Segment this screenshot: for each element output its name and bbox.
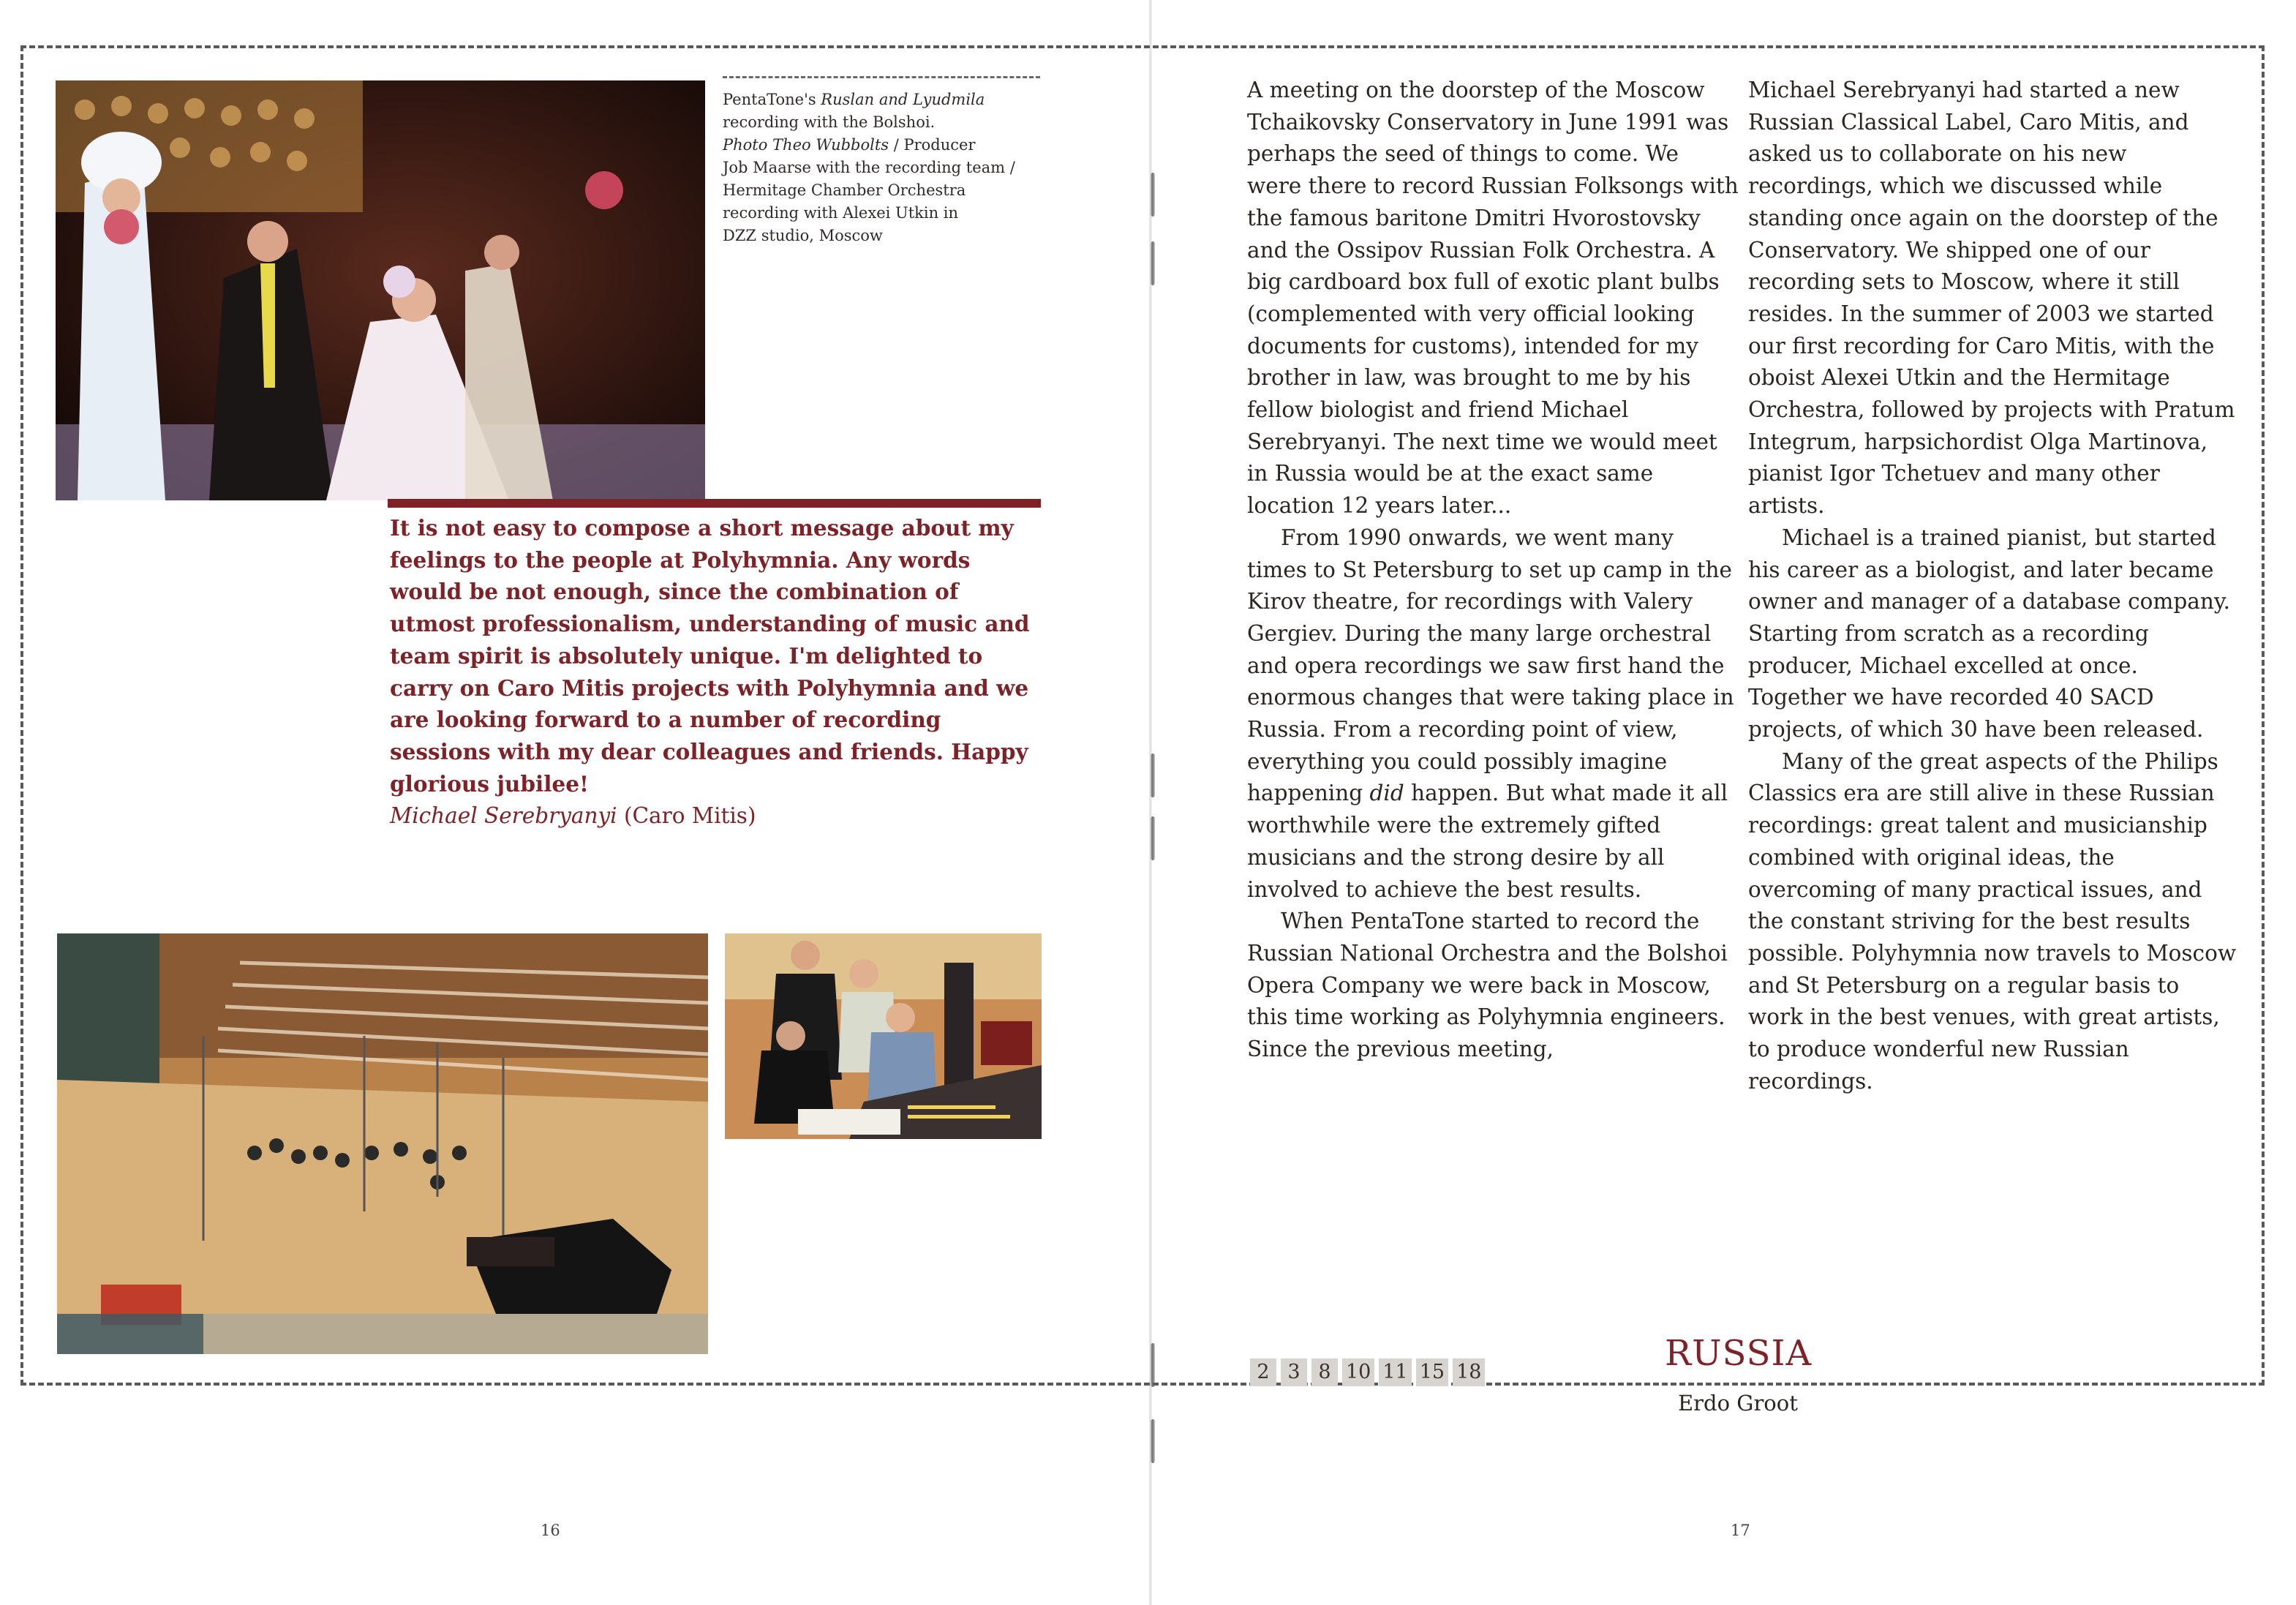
photo-caption: PentaTone's Ruslan and Lyudmila recording with the Bolshoi. Photo Theo Wubbolts / Producer Job Maarse with the recording team / Hermitage Chamber Orchestra recording with Alexei Utkin in DZZ studio, Moscow [723,76,1040,247]
caption-line: Hermitage Chamber Orchestra [723,181,966,199]
recording-team-photo [725,933,1042,1139]
article-author: Erdo Groot [1678,1391,1798,1416]
caption-line: PentaTone's Ruslan and Lyudmila [723,91,985,108]
article-paragraph: Many of the great aspects of the Philips Classics era are still alive in these Russian recordings: great talent and musicianship combined with original ideas, the overcoming of many practical issues, and the constant striving for the best results possible. Polyhymnia now travels to Moscow and St Petersburg on a regular basis to work in the best venues, with great artists, to produce wonderful new Russian recordings. [1748,748,2237,1094]
page-tab[interactable]: 10 [1342,1358,1374,1386]
quote-signature [390,803,756,828]
caption-line: DZZ studio, Moscow [723,227,883,244]
caption-line: Job Maarse with the recording team / [723,159,1015,176]
article-column-right [1748,75,2240,1098]
staple [1151,1419,1155,1463]
article-paragraph: Michael Serebryanyi had started a new Russian Classical Label, Caro Mitis, and asked us to collaborate on his new recordings, which we discussed while standing once again on the doorstep of the Conservatory. We shipped one of our recording sets to Moscow, where it still resides. In the summer of 2003 we started our first recording for Caro Mitis, with the oboist Alexei Utkin and the Hermitage Orchestra, followed by projects with Pratum Integrum, harpsichordist Olga Martinova, pianist Igor Tchetuev and many other artists. [1748,78,2235,519]
page-tab[interactable]: 18 [1453,1358,1485,1386]
page-reference-tabs [1250,1358,1485,1386]
caption-line: recording with the Bolshoi. [723,113,936,131]
page-tab[interactable]: 8 [1311,1358,1338,1386]
caption-line: recording with Alexei Utkin in [723,204,959,222]
quote-author: Michael Serebryanyi [390,803,617,829]
article-paragraph: From 1990 onwards, we went many times to St Petersburg to set up camp in the Kirov theatre, for recordings with Valery Gergiev. During the many large orchestral and opera recordings we saw first hand the enormous changes that were taking place in Russia. From a recording point of view, everything you could possibly imagine happening did happen. But what made it all worthwhile were the extremely gifted musicians and the strong desire by all involved to achieve the best results. [1247,525,1734,902]
recording-title: Ruslan and Lyudmila [821,91,985,108]
page-number-right: 17 [1731,1522,1750,1539]
page-tab[interactable]: 3 [1281,1358,1307,1386]
article-paragraph: When PentaTone started to record the Russian National Orchestra and the Bolshoi Opera Company we were back in Moscow, this time working as Polyhymnia engineers. Since the previous meeting, [1247,909,1728,1062]
quote-affiliation: (Caro Mitis) [617,803,756,829]
page-tab[interactable]: 11 [1379,1358,1411,1386]
page-tab[interactable]: 2 [1250,1358,1276,1386]
page-number-left: 16 [541,1522,560,1539]
concert-hall-photo [57,933,708,1354]
photo-credit: Photo Theo Wubbolts [723,136,889,154]
article-column-left [1247,75,1739,1066]
quote-text: It is not easy to compose a short message about my feelings to the people at Polyhymnia. Any words would be not enough, since the combination of utmost professionalism, understanding of music and team spirit is absolutely unique. I'm delighted to carry on Caro Mitis projects with Polyhymnia and we are looking forward to a number of recording sessions with my dear colleagues and friends. Happy glorious jubilee! [390,515,1030,797]
testimonial-quote [390,512,1048,832]
bolshoi-stage-photo [56,80,705,500]
article-paragraph: Michael is a trained pianist, but started his career as a biologist, and later became owner and manager of a database company. Starting from scratch as a recording producer, Michael excelled at once. Together we have recorded 40 SACD projects, of which 30 have been released. [1748,525,2230,743]
section-title: RUSSIA [1665,1333,1813,1374]
quote-rule [388,499,1041,508]
article-paragraph: A meeting on the doorstep of the Moscow Tchaikovsky Conservatory in June 1991 was perhaps the seed of things to come. We were there to record Russian Folksongs with the famous baritone Dmitri Hvorostovsky and the Ossipov Russian Folk Orchestra. A big cardboard box full of exotic plant bulbs (complemented with very official looking documents for customs), intended for my brother in law, was brought to me by his fellow biologist and friend Michael Serebryanyi. The next time we would meet in Russia would be at the exact same location 12 years later... [1247,78,1739,519]
page-tab[interactable]: 15 [1416,1358,1448,1386]
